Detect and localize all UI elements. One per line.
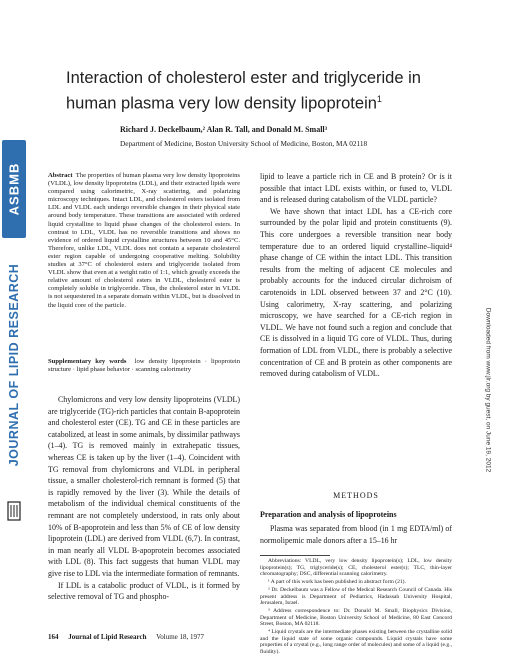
footnotes: [260, 558, 452, 657]
footer-journal: Journal of Lipid Research: [68, 633, 147, 641]
introduction: [48, 394, 240, 603]
intro-paragraph: If LDL is a catabolic product of VLDL, is it formed by selective removal of TG and phospho-: [48, 580, 240, 602]
keywords: [48, 358, 240, 374]
intro-paragraph: Chylomicrons and very low density lipoproteins (VLDL) are triglyceride (TG)-rich particles that contain B-apoprotein and cholesterol ester (CE). TG and CE in these particles are catabolized, at least in some animals, by dissimilar pathways (1–4). TG is removed mainly in extrahepatic tissues, whereas CE is taken up by the liver (1–4). Coincident with TG removal from chylomicrons and VLDL in peripheral tissue, a smaller cholesterol-rich remnant is formed (5) that is rapidly removed by the liver (3). While the details of metabolism of the individual chemical constituents of the remnant are not completely understood, in rats only about 10% of B-apoprotein and less than 5% of CE of low density lipoprotein (LDL) are derived from VLDL (6,7). In contrast, in man nearly all VLDL B-apoprotein becomes associated with LDL (8). This fact suggests that human VLDL may give rise to LDL via the intermediate formation of remnants.: [48, 395, 240, 578]
footnote: Abbreviations: VLDL, very low density lipoprotein(s); LDL, low density lipoprotein(s); TG, triglyceride(s); CE, cholesterol ester(s); TLC, thin-layer chromatography; DSC, differential scanning calorimetry.: [260, 558, 452, 578]
article-title: [66, 68, 466, 115]
methods-heading: METHODS: [333, 491, 379, 500]
title-text: Interaction of cholesterol ester and triglyceride in human plasma very low density lipoprotein: [66, 69, 421, 113]
abstract-text: The properties of human plasma very low density lipoproteins (VLDL), low density lipoproteins (LDL), and their extracted lipids were compared using calorimetric, X-ray scattering, and polarizing microscopy techniques. Intact LDL, and cholesterol esters isolated from LDL and VLDL each undergo reversible changes in their physical state around body temperature. These transitions are associated with ordered liquid crystalline to liquid phase changes of the cholesterol esters. In contrast to LDL, VLDL has no reversible transitions and shows no evidence of ordered liquid crystalline structures between 10 and 45°C. Therefore, unlike LDL, VLDL does not contain a separate cholesterol ester region capable of undergoing cooperative melting. Solubility studies at 37°C of cholesterol esters and triglyceride isolated from VLDL show that even at a weight ratio of 1:1, which greatly exceeds the relative amount of cholesterol esters in VLDL, cholesterol ester is completely soluble in triglyceride. Thus, the cholesterol ester in VLDL is not sequestered in a separate domain within VLDL, but is dissolved in the liquid core of the particle.: [48, 172, 240, 309]
abstract-label: Abstract: [48, 172, 73, 179]
page-number: 164: [48, 633, 59, 641]
keywords-label: Supplementary key words: [48, 358, 127, 365]
footnote: ³ Address correspondence to: Dr. Donald M. Small, Biophysics Division, Department of Medicine, Boston University School of Medicine, 80 East Concord Street, Boston, MA 02118.: [260, 607, 452, 628]
subsection-heading: Preparation and analysis of lipoproteins: [260, 510, 397, 519]
asbmb-logo: [2, 140, 26, 238]
footnote: ⁴ Liquid crystals are the intermediate phases existing between the crystalline solid and the liquid state of some organic compounds. Liquid crystals have some properties of a crystal (e.g., long range order of molecules) and some of a liquid (e.g., fluidity).: [260, 629, 452, 656]
journal-name: JOURNAL OF LIPID RESEARCH: [7, 263, 21, 467]
authors: Richard J. Deckelbaum,² Alan R. Tall, and Donald M. Small³: [120, 125, 328, 134]
right-column-text: [260, 171, 452, 380]
footnote: ¹ A part of this work has been published in abstract form (21).: [268, 579, 406, 586]
society-name: ASBMB: [6, 162, 22, 216]
body-paragraph: lipid to leave a particle rich in CE and B protein? Or is it possible that intact LDL exists within, or fused to, VLDL and is released during catabolism of the VLDL particle?: [260, 172, 452, 205]
footnote: ² Dr. Deckelbaum was a Fellow of the Medical Research Council of Canada. His present address is Department of Pediatrics, Hadassah University Hospital, Jerusalem, Israel.: [260, 586, 452, 607]
body-paragraph: Plasma was separated from blood (in 1 mg EDTA/ml) of normolipemic male donors after a 15–16 hr: [260, 524, 452, 545]
download-note: Downloaded from www.jlr.org by guest, on June 19, 2012: [484, 307, 492, 473]
footer-volume: Volume 18, 1977: [156, 633, 205, 641]
abstract: [48, 172, 240, 310]
methods-text: [260, 523, 452, 546]
body-paragraph: We have shown that intact LDL has a CE-rich core surrounded by the polar lipid and protein constituents (9). This core undergoes a reversible transition near body temperature due to an ordered liquid crystalline–liquid⁴ phase change of CE within the intact LDL. This transition results from the melting of adjacent CE molecules and probably accounts for the induced circular dichroism of carotenoids in LDL observed between 37 and 2°C (10). Using calorimetry, X-ray scattering, and polarizing microscopy, we have searched for a CE-rich region in VLDL. We have not found such a region and conclude that CE is dissolved in a liquid TG core of VLDL. Thus, during formation of LDL from VLDL, there is probably a selective concentration of CE and B protein as other components are removed during catabolism of VLDL.: [260, 206, 452, 379]
title-footnote-mark: 1: [376, 94, 382, 104]
keywords-text: low density lipoprotein · lipoprotein structure · lipid phase behavior · scanning calorimetry: [48, 358, 240, 374]
footnote-divider: [260, 555, 330, 556]
journal-sidebar: [0, 0, 30, 661]
journal-name-vertical: [0, 250, 28, 480]
affiliation: Department of Medicine, Boston University School of Medicine, Boston, MA 02118: [120, 139, 368, 148]
publisher-mark-icon: [7, 500, 21, 522]
page-footer: [48, 633, 298, 641]
download-watermark: [478, 240, 498, 540]
